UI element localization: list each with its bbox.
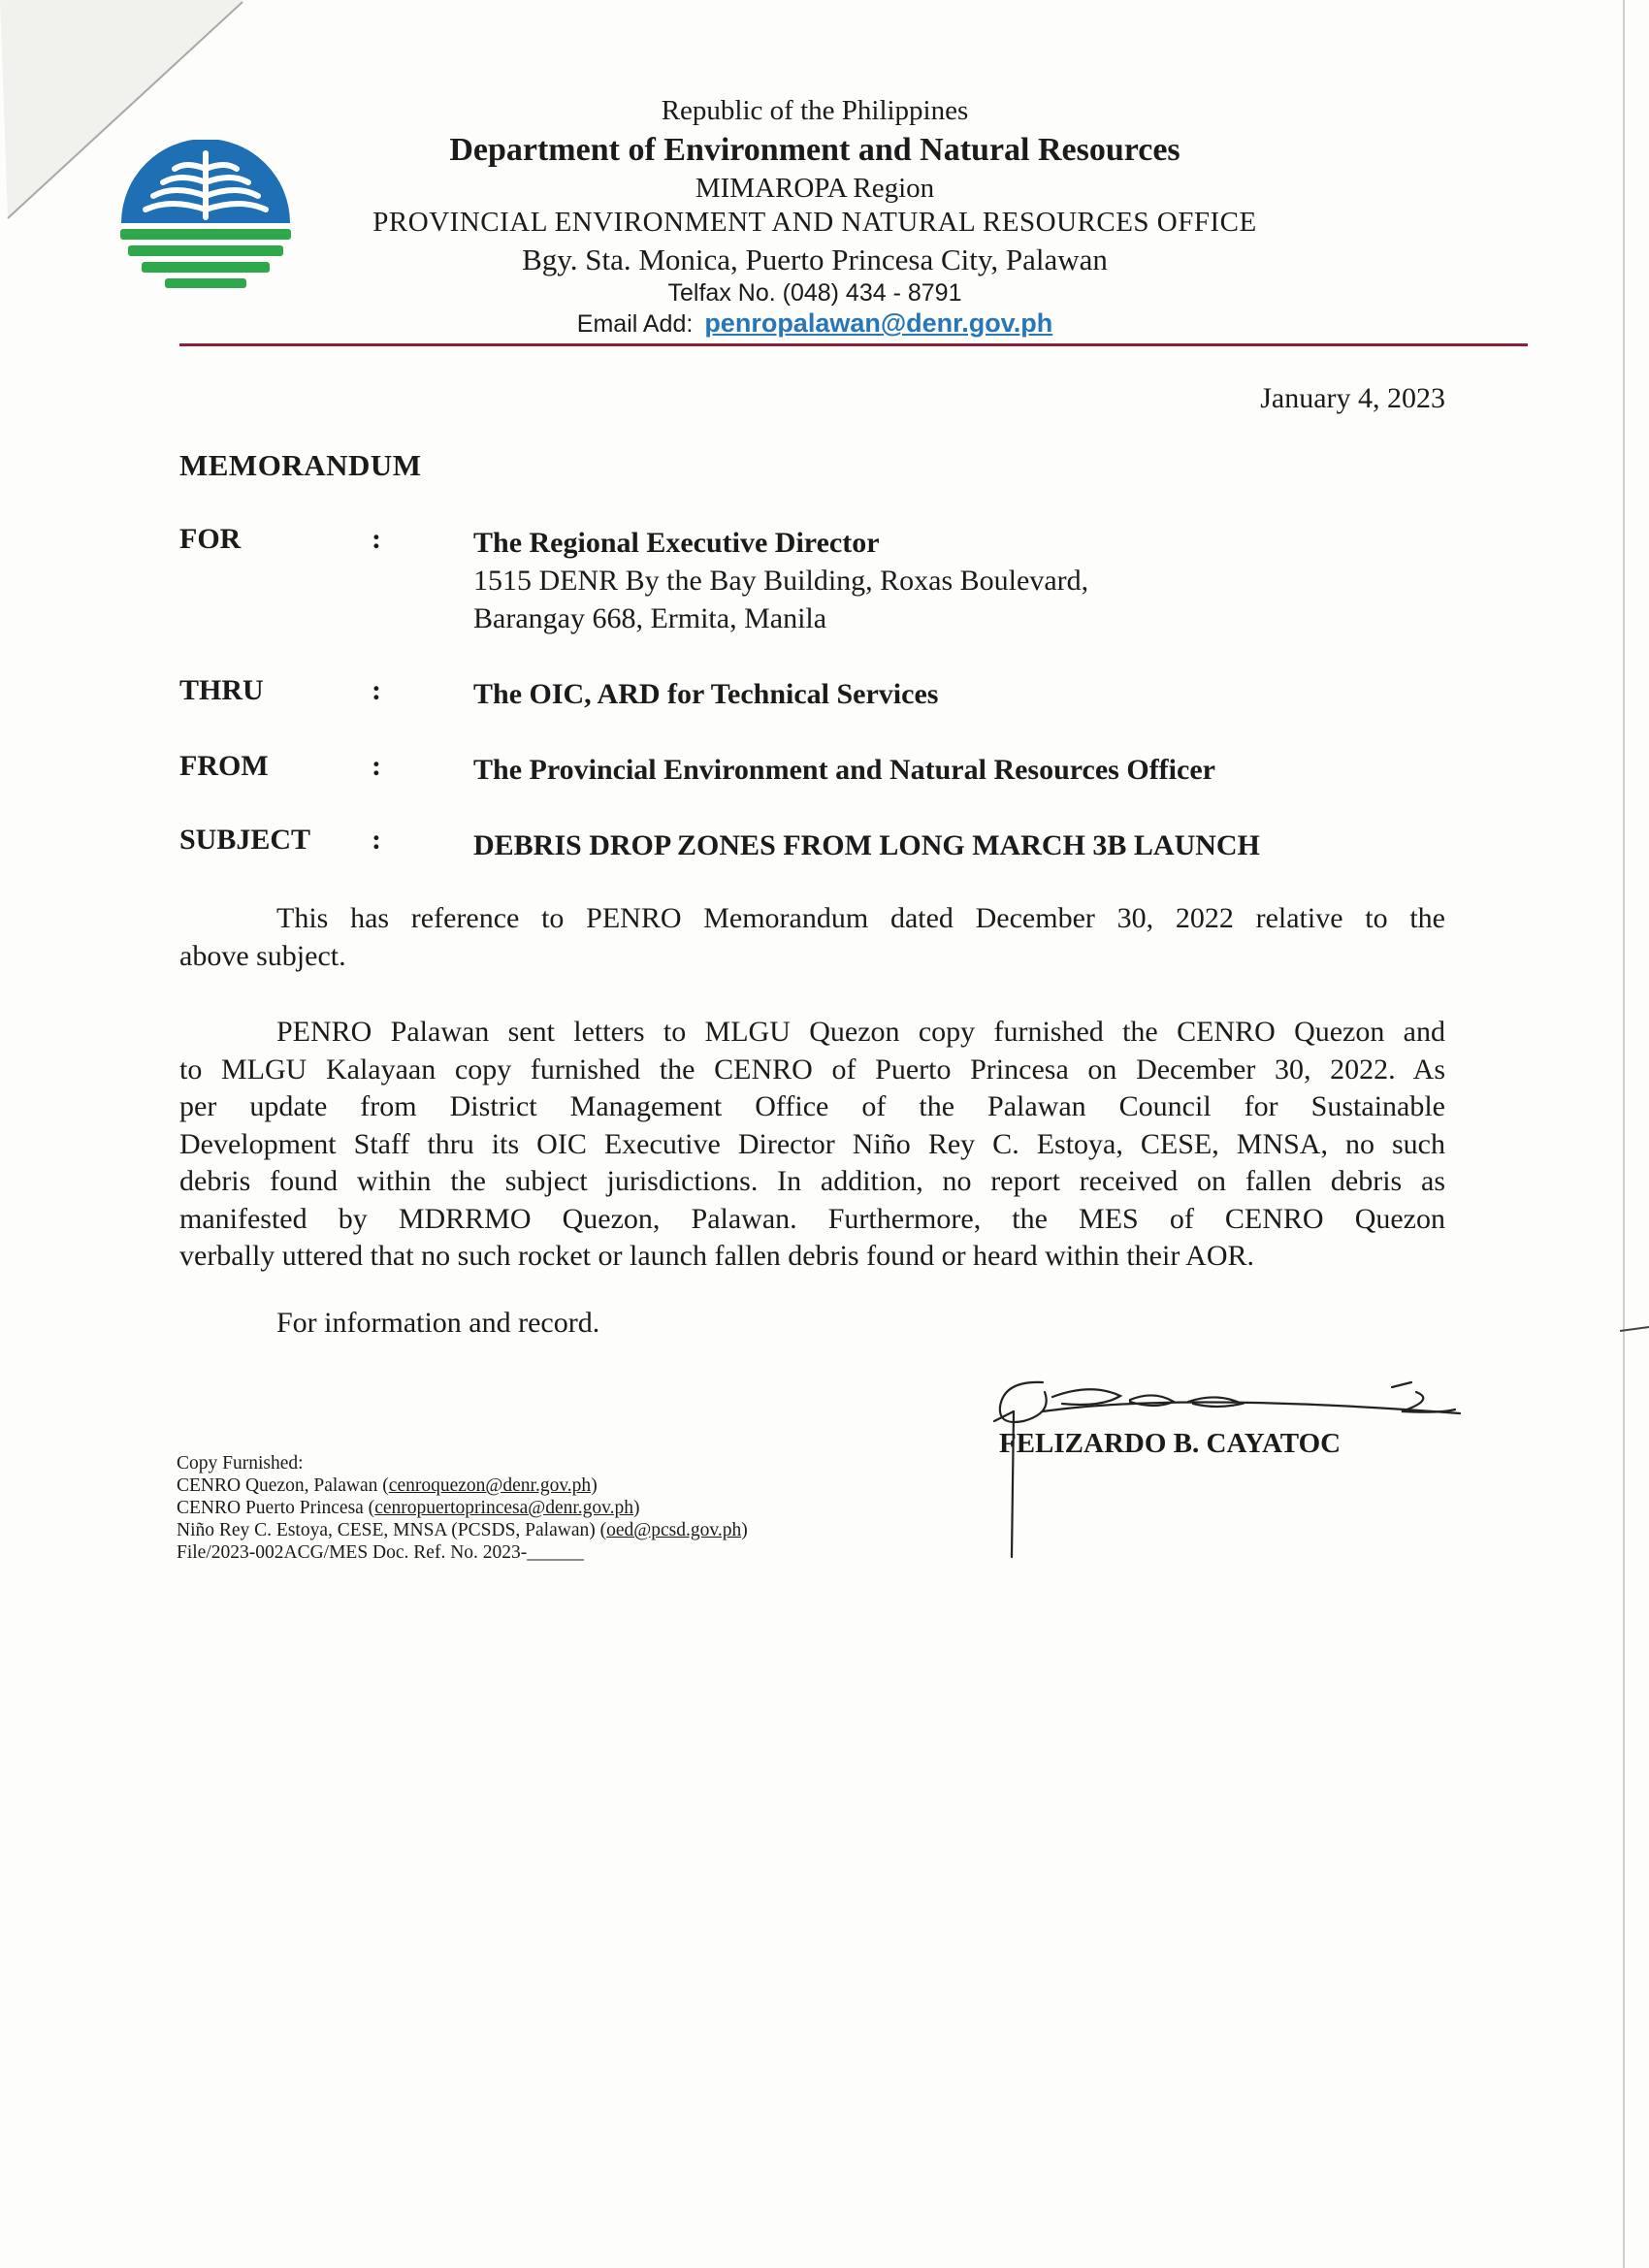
thru-label: THRU: [179, 674, 264, 706]
cenro-quezon-email[interactable]: cenroquezon@denr.gov.ph: [388, 1475, 592, 1496]
file-reference: File/2023-002ACG/MES Doc. Ref. No. 2023-______: [177, 1542, 584, 1563]
paragraph-line: For information and record.: [276, 1307, 600, 1339]
for-address-2: Barangay 668, Ermita, Manila: [473, 602, 827, 634]
cenro-puerto-princesa-email[interactable]: cenropuertoprincesa@denr.gov.ph: [374, 1498, 634, 1518]
from-colon: :: [372, 750, 381, 782]
paragraph-line: above subject.: [179, 939, 346, 972]
for-colon: :: [372, 523, 381, 555]
thru-value: The OIC, ARD for Technical Services: [473, 678, 939, 710]
copy-furnished-line: CENRO Quezon, Palawan (cenroquezon@denr.gov.ph): [177, 1475, 598, 1496]
paragraph-line: Development Staff thru its OIC Executive Director Niño Rey C. Estoya, CESE, MNSA, no such: [179, 1127, 1445, 1160]
letterhead-department: Department of Environment and Natural Resources: [449, 132, 1180, 168]
from-value: The Provincial Environment and Natural Resources Officer: [473, 754, 1215, 786]
copy-furnished: [177, 1452, 748, 1564]
body-paragraph-2: [179, 1014, 1445, 1276]
letterhead-telfax: Telfax No. (048) 434 - 8791: [667, 279, 962, 307]
letterhead-address: Bgy. Sta. Monica, Puerto Princesa City, Palawan: [522, 243, 1108, 276]
subject-colon: :: [372, 824, 381, 856]
for-label: FOR: [179, 523, 242, 555]
letterhead-region: MIMAROPA Region: [695, 173, 935, 204]
letterhead-email: [330, 308, 1300, 339]
signatory-name: FELIZARDO B. CAYATOC: [999, 1428, 1342, 1459]
denr-logo-icon: [118, 140, 293, 295]
letterhead-divider: [179, 343, 1528, 346]
subject-value: DEBRIS DROP ZONES FROM LONG MARCH 3B LAUNCH: [473, 829, 1260, 861]
body-paragraph-1: [179, 900, 1445, 975]
paragraph-line: per update from District Management Office of the Palawan Council for Sustainable: [179, 1090, 1445, 1122]
memo-title: MEMORANDUM: [179, 448, 422, 482]
copy-furnished-line: Niño Rey C. Estoya, CESE, MNSA (PCSDS, Palawan) (oed@pcsd.gov.ph): [177, 1520, 748, 1540]
for-name: The Regional Executive Director: [473, 527, 880, 559]
signature-icon: [985, 1353, 1470, 1567]
for-address-1: 1515 DENR By the Bay Building, Roxas Boulevard,: [473, 565, 1089, 597]
thru-colon: :: [372, 674, 381, 706]
memo-date: January 4, 2023: [1260, 382, 1445, 414]
paragraph-line: verbally uttered that no such rocket or launch fallen debris found or heard within their AOR.: [179, 1240, 1255, 1272]
body-paragraph-3: [179, 1305, 1445, 1343]
from-label: FROM: [179, 750, 269, 782]
paragraph-line: This has reference to PENRO Memorandum dated December 30, 2022 relative to the: [276, 902, 1445, 934]
letterhead-republic: Republic of the Philippines: [661, 95, 969, 126]
email-label: Email Add:: [576, 310, 694, 338]
paragraph-line: debris found within the subject jurisdictions. In addition, no report received on fallen debris as: [179, 1165, 1445, 1197]
scan-edge: [1620, 0, 1649, 2268]
email-link[interactable]: penropalawan@denr.gov.ph: [704, 308, 1053, 338]
paragraph-line: to MLGU Kalayaan copy furnished the CENRO of Puerto Princesa on December 30, 2022. As: [179, 1053, 1445, 1085]
copy-furnished-line: CENRO Puerto Princesa (cenropuertoprincesa@denr.gov.ph): [177, 1498, 640, 1518]
for-value: [473, 524, 1088, 637]
paragraph-line: manifested by MDRRMO Quezon, Palawan. Furthermore, the MES of CENRO Quezon: [179, 1202, 1445, 1235]
paragraph-line: PENRO Palawan sent letters to MLGU Quezon copy furnished the CENRO Quezon and: [276, 1016, 1445, 1048]
pcsd-email[interactable]: oed@pcsd.gov.ph: [606, 1520, 742, 1540]
letterhead-office: PROVINCIAL ENVIRONMENT AND NATURAL RESOURCES OFFICE: [372, 207, 1257, 238]
copy-furnished-title: Copy Furnished:: [177, 1453, 304, 1474]
subject-label: SUBJECT: [179, 824, 311, 856]
